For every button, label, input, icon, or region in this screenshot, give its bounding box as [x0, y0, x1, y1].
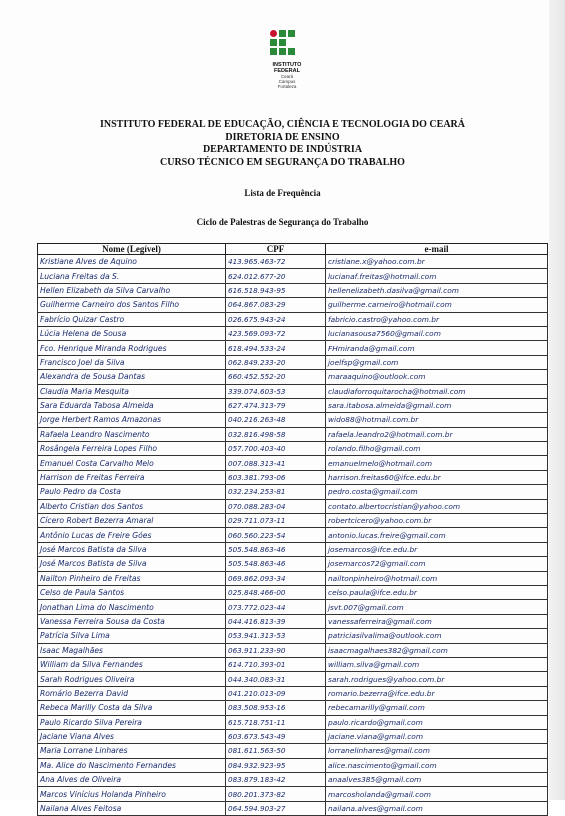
signature-name-cell: Cícero Robert Bezerra Amaral [38, 514, 226, 528]
signature-name-cell: Kristiane Alves de Aquino [38, 255, 226, 269]
email-cell: celso.paula@ifce.edu.br [326, 585, 548, 599]
signature-name-cell: Paulo Ricardo Silva Pereira [38, 715, 226, 729]
email-cell: patriciasilvalima@outlook.com [326, 629, 548, 643]
cpf-cell: 026.675.943-24 [226, 312, 326, 326]
table-row [38, 370, 548, 384]
cpf-cell: 505.548.863-46 [226, 557, 326, 571]
email-cell: lucianaf.freitas@hotmail.com [326, 269, 548, 283]
table-row [38, 470, 548, 484]
table-row [38, 456, 548, 470]
email-cell: jsvt.007@gmail.com [326, 600, 548, 614]
table-row [38, 312, 548, 326]
email-cell: sara.itabosa.almeida@gmail.com [326, 398, 548, 412]
signature-name-cell: William da Silva Fernandes [38, 657, 226, 671]
logo-state: Ceará [280, 74, 294, 79]
email-cell: joelfsp@gmail.com [326, 355, 548, 369]
signature-name-cell: Ma. Alice do Nascimento Fernandes [38, 758, 226, 772]
signature-name-cell: Guilherme Carneiro dos Santos Filho [38, 298, 226, 312]
cpf-cell: 025.848.466-00 [226, 585, 326, 599]
doc-title: Lista de Frequência [244, 188, 321, 198]
signature-name-cell: José Marcos Batista da Silva [38, 542, 226, 556]
cpf-cell: 616.518.943-95 [226, 283, 326, 297]
signature-name-cell: Rafaela Leandro Nascimento [38, 427, 226, 441]
cpf-cell: 053.941.313-53 [226, 629, 326, 643]
email-cell: contato.albertocristian@yahoo.com [326, 499, 548, 513]
email-cell: nailtonpinheiro@hotmail.com [326, 571, 548, 585]
email-cell: rafaela.leandro2@hotmail.com.br [326, 427, 548, 441]
cpf-cell: 057.700.403-40 [226, 442, 326, 456]
signature-name-cell: Nailton Pinheiro de Freitas [38, 571, 226, 585]
email-cell: sarah.rodrigues@yahoo.com.br [326, 672, 548, 686]
email-cell: fabricio.castro@yahoo.com.br [326, 312, 548, 326]
signature-name-cell: Fco. Henrique Miranda Rodrigues [38, 341, 226, 355]
cpf-cell: 060.560.223-54 [226, 528, 326, 542]
logo-square [279, 48, 286, 55]
cpf-cell: 029.711.073-11 [226, 514, 326, 528]
table-row [38, 657, 548, 671]
table-row [38, 269, 548, 283]
table-row [38, 629, 548, 643]
table-row [38, 729, 548, 743]
table-row [38, 715, 548, 729]
cpf-cell: 064.867.083-29 [226, 298, 326, 312]
email-cell: wido88@hotmail.com.br [326, 413, 548, 427]
email-cell: hellenelizabeth.dasilva@gmail.com [326, 283, 548, 297]
cpf-cell: 070.088.283-04 [226, 499, 326, 513]
email-cell: jaciane.viana@gmail.com [326, 729, 548, 743]
email-cell: vanessaferreira@gmail.com [326, 614, 548, 628]
cpf-cell: 080.201.373-82 [226, 787, 326, 801]
event-title: Ciclo de Palestras de Segurança do Trabalho [196, 217, 369, 227]
email-cell: rolando.filho@gmail.com [326, 442, 548, 456]
scan-edge-shadow [549, 0, 565, 800]
email-cell: robertcicero@yahoo.com.br [326, 514, 548, 528]
email-cell: antonio.lucas.freire@gmail.com [326, 528, 548, 542]
table-row [38, 255, 548, 269]
table-row [38, 283, 548, 297]
cpf-cell: 083.508.953-16 [226, 701, 326, 715]
signature-name-cell: Jorge Herbert Ramos Amazonas [38, 413, 226, 427]
table-row [38, 384, 548, 398]
cpf-cell: 081.611.563-50 [226, 744, 326, 758]
signature-name-cell: Vanessa Ferreira Sousa da Costa [38, 614, 226, 628]
cpf-cell: 505.548.863-46 [226, 542, 326, 556]
cpf-cell: 044.416.813-39 [226, 614, 326, 628]
column-header-email: e-mail [326, 244, 548, 255]
signature-name-cell: Lúcia Helena de Sousa [38, 326, 226, 340]
table-row [38, 355, 548, 369]
cpf-cell: 062.849.233-20 [226, 355, 326, 369]
cpf-cell: 063.911.233-90 [226, 643, 326, 657]
table-row [38, 413, 548, 427]
signature-name-cell: Jonathan Lima do Nascimento [38, 600, 226, 614]
table-row [38, 600, 548, 614]
cpf-cell: 044.340.083-31 [226, 672, 326, 686]
signature-name-cell: Alberto Cristian dos Santos [38, 499, 226, 513]
signature-name-cell: Paulo Pedro da Costa [38, 485, 226, 499]
signature-name-cell: Patrícia Silva Lima [38, 629, 226, 643]
column-header-name: Nome (Legível) [38, 244, 226, 255]
email-cell: anaalves385@gmail.com [326, 773, 548, 787]
email-cell: romario.bezerra@ifce.edu.br [326, 686, 548, 700]
email-cell: isaacmagalhaes382@gmail.com [326, 643, 548, 657]
cpf-cell: 423.569.093-72 [226, 326, 326, 340]
table-row [38, 442, 548, 456]
logo-square [288, 48, 295, 55]
table-row [38, 514, 548, 528]
cpf-cell: 032.816.498-58 [226, 427, 326, 441]
logo-caption [262, 62, 312, 89]
email-cell: claudiaforroquitarocha@hotmail.com [326, 384, 548, 398]
email-cell: cristiane.x@yahoo.com.br [326, 255, 548, 269]
attendance-table [37, 243, 548, 816]
table-row [38, 744, 548, 758]
logo-red-circle [270, 30, 277, 37]
table-row [38, 686, 548, 700]
table-row [38, 614, 548, 628]
signature-name-cell: Rosângela Ferreira Lopes Filho [38, 442, 226, 456]
signature-name-cell: Sara Eduarda Tabosa Almeida [38, 398, 226, 412]
table-row [38, 801, 548, 815]
logo-campus-1: Campus [278, 79, 296, 84]
signature-name-cell: Jaciane Viana Alves [38, 729, 226, 743]
email-cell: guilherme.carneiro@hotmail.com [326, 298, 548, 312]
signature-name-cell: Ana Alves de Oliveira [38, 773, 226, 787]
table-row [38, 398, 548, 412]
email-cell: josemarcos72@gmail.com [326, 557, 548, 571]
table-row [38, 758, 548, 772]
signature-name-cell: Rebeca Marilly Costa da Silva [38, 701, 226, 715]
table-row [38, 485, 548, 499]
cpf-cell: 618.494.533-24 [226, 341, 326, 355]
signature-name-cell: Francisco Joel da Silva [38, 355, 226, 369]
email-cell: marcosholanda@gmail.com [326, 787, 548, 801]
table-row [38, 672, 548, 686]
table-header-row [38, 244, 548, 255]
logo-square [270, 48, 277, 55]
logo-line-2: FEDERAL [274, 68, 300, 74]
signature-name-cell: Marcos Vinícius Holanda Pinheiro [38, 787, 226, 801]
logo-square [288, 30, 295, 37]
signature-name-cell: Claudia Maria Mesquita [38, 384, 226, 398]
logo-square [270, 39, 277, 46]
header-department: DEPARTAMENTO DE INDÚSTRIA [202, 144, 363, 155]
signature-name-cell: Hellen Elizabeth da Silva Carvalho [38, 283, 226, 297]
cpf-cell: 041.210.013-09 [226, 686, 326, 700]
document-header [40, 119, 525, 169]
header-course: CURSO TÉCNICO EM SEGURANÇA DO TRABALHO [160, 156, 405, 168]
table-row [38, 326, 548, 340]
cpf-cell: 603.673.543-49 [226, 729, 326, 743]
signature-name-cell: José Marcos Batista de Silva [38, 557, 226, 571]
table-row [38, 499, 548, 513]
signature-name-cell: Antônio Lucas de Freire Góes [38, 528, 226, 542]
email-cell: william.silva@gmail.com [326, 657, 548, 671]
header-institution: INSTITUTO FEDERAL DE EDUCAÇÃO, CIÊNCIA E TECNOLOGIA DO CEARÁ [100, 119, 465, 130]
table-row [38, 773, 548, 787]
email-cell: paulo.ricardo@gmail.com [326, 715, 548, 729]
signature-name-cell: Romário Bezerra David [38, 686, 226, 700]
table-row [38, 571, 548, 585]
cpf-cell: 660.452.552-20 [226, 370, 326, 384]
signature-name-cell: Alexandra de Sousa Dantas [38, 370, 226, 384]
logo-square [279, 30, 286, 37]
cpf-cell: 073.772.023-44 [226, 600, 326, 614]
table-row [38, 427, 548, 441]
logo-campus-2: Fortaleza [277, 84, 297, 89]
cpf-cell: 339.074.603-53 [226, 384, 326, 398]
table-row [38, 528, 548, 542]
table-row [38, 341, 548, 355]
cpf-cell: 040.216.263-48 [226, 413, 326, 427]
email-cell: maraaquino@outlook.com [326, 370, 548, 384]
email-cell: lucianasousa7560@gmail.com [326, 326, 548, 340]
cpf-cell: 069.862.093-34 [226, 571, 326, 585]
table-row [38, 298, 548, 312]
email-cell: josemarcos@ifce.edu.br [326, 542, 548, 556]
signature-name-cell: Fabrício Quizar Castro [38, 312, 226, 326]
signature-name-cell: Celso de Paula Santos [38, 585, 226, 599]
cpf-cell: 007.088.313-41 [226, 456, 326, 470]
email-cell: emanuelmelo@hotmail.com [326, 456, 548, 470]
cpf-cell: 615.718.751-11 [226, 715, 326, 729]
signature-name-cell: Luciana Freitas da S. [38, 269, 226, 283]
cpf-cell: 083.879.183-42 [226, 773, 326, 787]
header-directorate: DIRETORIA DE ENSINO [225, 131, 340, 143]
cpf-cell: 624.012.677-20 [226, 269, 326, 283]
email-cell: lorranelinhares@gmail.com [326, 744, 548, 758]
signature-name-cell: Emanuel Costa Carvalho Melo [38, 456, 226, 470]
table-row [38, 701, 548, 715]
table-row [38, 643, 548, 657]
signature-name-cell: Sarah Rodrigues Oliveira [38, 672, 226, 686]
email-cell: FHmiranda@gmail.com [326, 341, 548, 355]
cpf-cell: 603.381.793-06 [226, 470, 326, 484]
signature-name-cell: Harrison de Freitas Ferreira [38, 470, 226, 484]
cpf-cell: 032.234.253-81 [226, 485, 326, 499]
cpf-cell: 614.710.393-01 [226, 657, 326, 671]
cpf-cell: 064.594.903-27 [226, 801, 326, 815]
signature-name-cell: Isaac Magalhães [38, 643, 226, 657]
table-row [38, 542, 548, 556]
logo-square [279, 39, 286, 46]
email-cell: harrison.freitas60@ifce.edu.br [326, 470, 548, 484]
email-cell: pedro.costa@gmail.com [326, 485, 548, 499]
email-cell: alice.nascimento@gmail.com [326, 758, 548, 772]
cpf-cell: 627.474.313-79 [226, 398, 326, 412]
signature-name-cell: Nailana Alves Feitosa [38, 801, 226, 815]
table-row [38, 557, 548, 571]
email-cell: nailana.alves@gmail.com [326, 801, 548, 815]
cpf-cell: 413.965.463-72 [226, 255, 326, 269]
cpf-cell: 084.932.923-95 [226, 758, 326, 772]
table-row [38, 585, 548, 599]
signature-name-cell: Maria Lorrane Linhares [38, 744, 226, 758]
table-row [38, 787, 548, 801]
email-cell: rebecamarilly@gmail.com [326, 701, 548, 715]
column-header-cpf: CPF [226, 244, 326, 255]
table-body [38, 255, 548, 816]
logo-line-1: INSTITUTO [272, 62, 302, 68]
